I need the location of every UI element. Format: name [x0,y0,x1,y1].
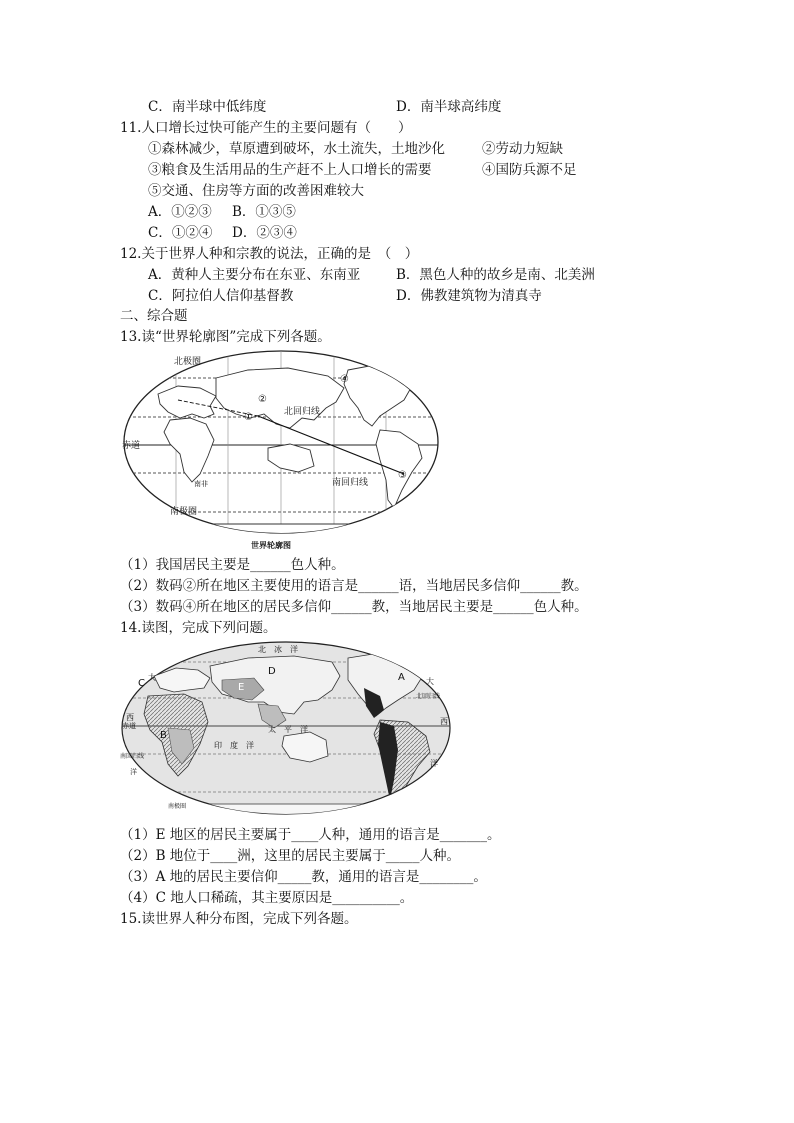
q15-stem: 15.读世界人种分布图，完成下列各题。 [120,911,358,927]
equator-label: 赤道 [122,441,141,451]
south-polar-circle-label: 南极圈 [170,507,198,517]
pacific-ocean-label: 太 平 洋 [268,725,308,734]
tropic-north-label: 北回归线 [284,407,321,417]
world-outline-map [118,348,444,553]
tropic-north-label-2: 北回归线 [416,693,441,700]
south-africa-label: 南非 [194,480,208,488]
region-b-label: B [160,730,167,741]
q10-option-d: D．南半球高纬度 [396,99,502,115]
q12-option-c: C．阿拉伯人信仰基督教 [148,288,294,304]
q14-stem: 14.读图，完成下列问题。 [120,620,277,636]
q11-stem: 11.人口增长过快可能产生的主要问题有（ ） [120,120,412,136]
q11-item-3: ③粮食及生活用品的生产赶不上人口增长的需要 [148,162,432,178]
equator-label-2: 赤道 [122,722,136,730]
atlantic-right-1-label: 大 [426,677,434,686]
region-d-label: D [268,666,276,677]
q11-option-d: D．②③④ [232,225,297,241]
q14-sub-2: （2）B 地位于____洲，这里的居民主要属于_____人种。 [120,848,461,864]
q14-sub-3: （3）A 地的居民主要信仰_____教，通用的语言是________。 [120,869,487,885]
south-polar-label-2: 南极圈 [168,803,187,810]
q11-item-1: ①森林减少，草原遭到破坏，水土流失，土地沙化 [148,141,445,157]
atlantic-right-3-label: 洋 [430,759,438,768]
region-c-label: C [138,678,145,689]
ocean-left-label: 洋 [130,768,137,776]
q11-item-5: ⑤交通、住房等方面的改善困难较大 [148,183,364,199]
marker-1: ① [244,412,253,423]
q12-option-d: D．佛教建筑物为清真寺 [396,288,542,304]
world-race-map [118,640,454,820]
region-a-label: A [398,672,405,683]
q12-stem: 12.关于世界人种和宗教的说法，正确的是 （ ） [120,246,419,262]
north-polar-circle-label: 北极圈 [174,357,202,367]
q13-stem: 13.读“世界轮廓图”完成下列各题。 [120,329,331,345]
map-caption: 世界轮廓图 [251,541,291,550]
marker-4: ④ [340,374,349,385]
atlantic-left-1-label: 大 [148,673,156,682]
atlantic-right-2-label: 西 [440,717,448,726]
q11-item-2: ②劳动力短缺 [482,141,563,157]
atlantic-left-2-label: 西 [126,713,134,722]
marker-3: ③ [398,470,407,481]
q12-option-a: A．黄种人主要分布在东亚、东南亚 [148,267,361,283]
region-e-label: E [238,682,245,693]
q11-option-c: C．①②④ [148,225,213,241]
q11-option-b: B．①③⑤ [232,204,296,220]
q14-sub-4: （4）C 地人口稀疏，其主要原因是__________。 [120,890,414,906]
indian-ocean-label: 印 度 洋 [214,741,254,750]
q12-option-b: B．黑色人种的故乡是南、北美洲 [396,267,595,283]
section-heading: 二、综合题 [120,308,188,324]
q13-sub-3: （3）数码④所在地区的居民多信仰______教，当地居民主要是______色人种。 [120,599,588,615]
q13-sub-2: （2）数码②所在地区主要使用的语言是______语，当地居民多信仰______教。 [120,578,588,594]
q10-option-c: C．南半球中低纬度 [148,99,267,115]
q11-item-4: ④国防兵源不足 [482,162,577,178]
arctic-ocean-label: 北 冰 洋 [258,645,298,654]
q13-sub-1: （1）我国居民主要是______色人种。 [120,557,345,573]
marker-2: ② [258,394,267,405]
q14-sub-1: （1）E 地区的居民主要属于____人种，通用的语言是_______。 [120,827,501,843]
tropic-south-label-2: 南回归线 [120,753,145,760]
tropic-south-label: 南回归线 [332,478,369,488]
q11-option-a: A．①②③ [148,204,212,220]
